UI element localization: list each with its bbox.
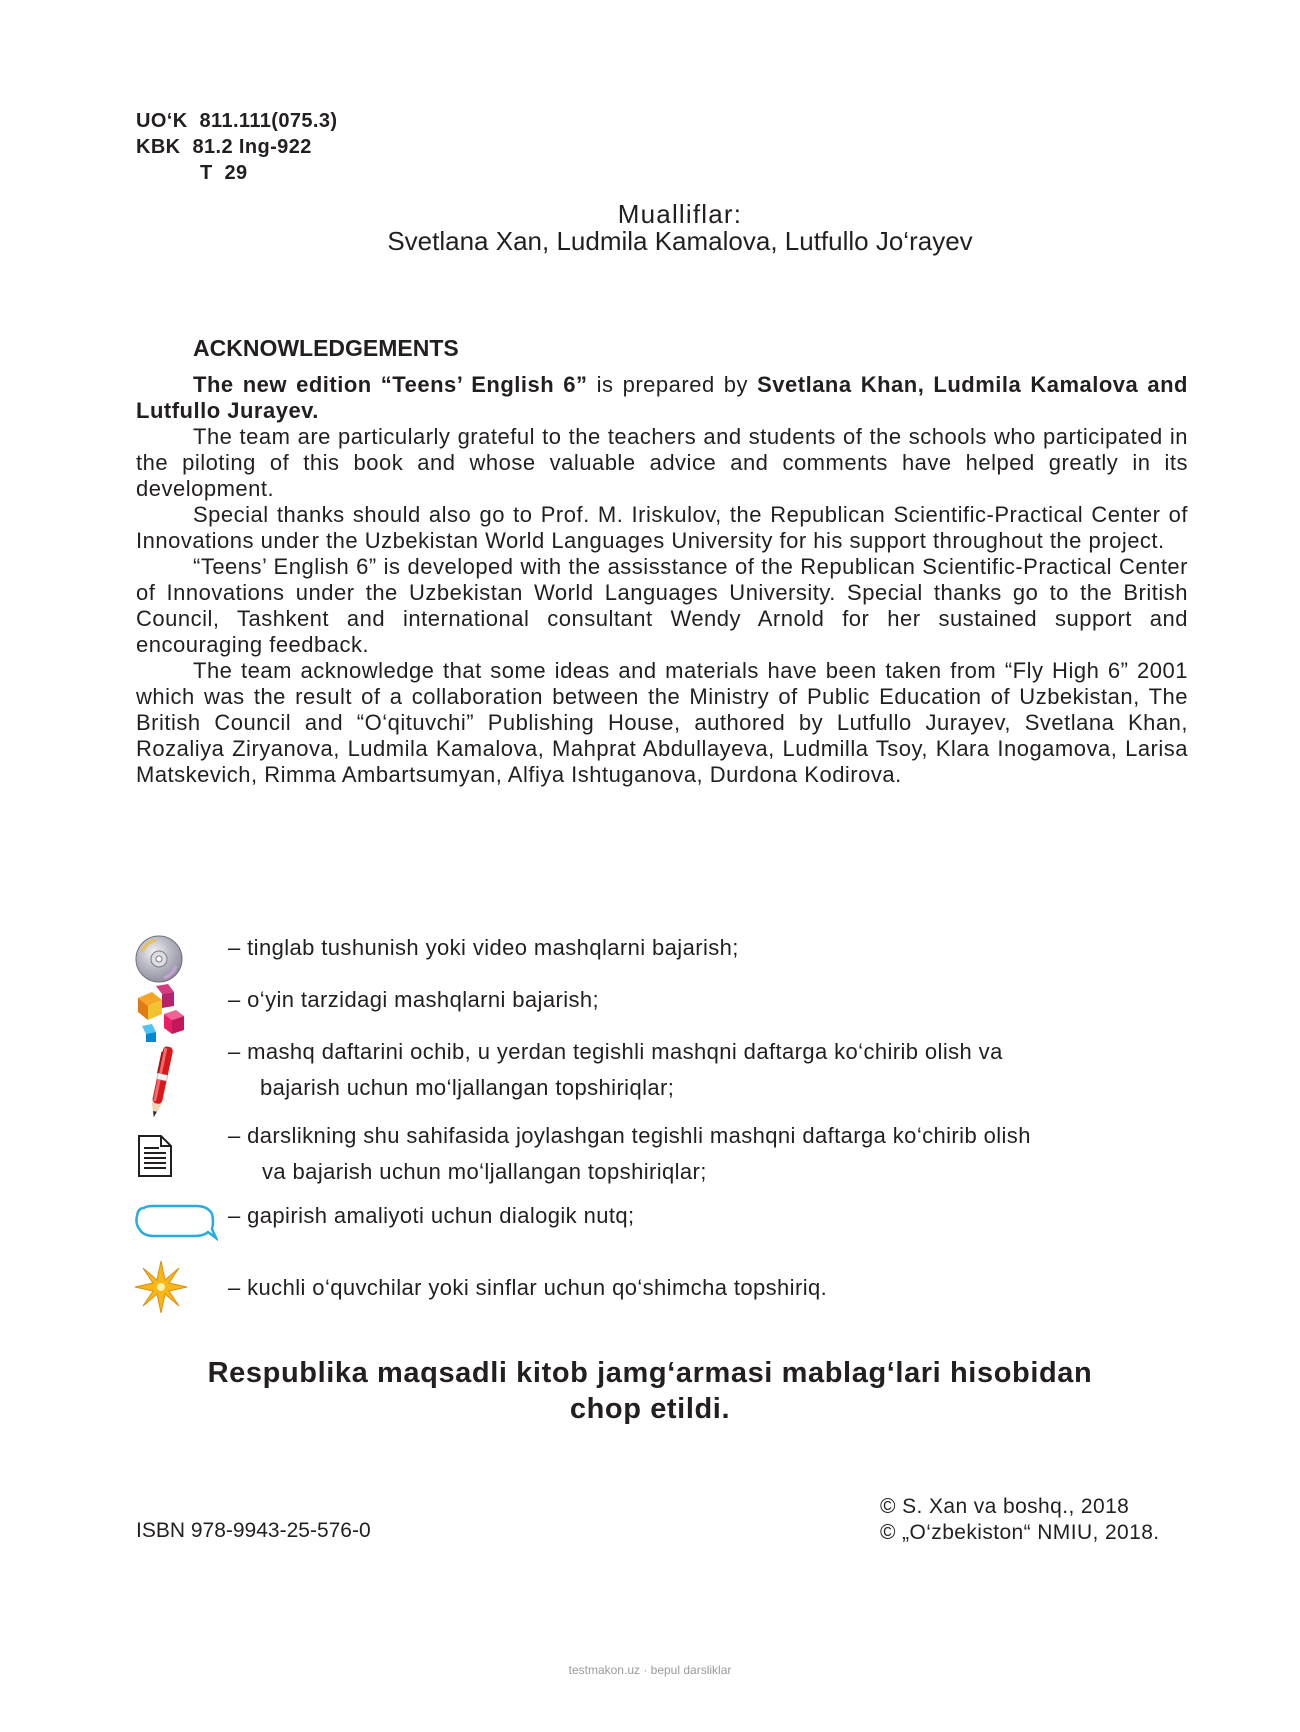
uok-code: UO‘K 811.111(075.3): [136, 110, 338, 132]
legend-text-speaking: – gapirish amaliyoti uchun dialogik nutq;: [228, 1203, 635, 1228]
legend-text-listening: – tinglab tushunish yoki video mashqlarni bajarish;: [228, 935, 739, 960]
acknowledgements-title: ACKNOWLEDGEMENTS: [193, 335, 459, 361]
copyright-line-1: © S. Xan va boshq., 2018: [880, 1495, 1130, 1518]
cd-icon: [134, 934, 184, 989]
star-icon: [134, 1260, 188, 1319]
copyright: [880, 1494, 1160, 1546]
isbn: ISBN 978-9943-25-576-0: [136, 1519, 371, 1542]
ack-prepared-by: is prepared by: [587, 372, 758, 397]
ack-paragraph-5: The team acknowledge that some ideas and materials have been taken from “Fly High 6” 2001 which was the result of a collaboration between the Ministry of Public Education of Uzbekistan, The British Council and “O‘qituvchi” Publishing House, authored by Lutfullo Jurayev, Svetlana Khan, Rozaliya Ziryanova, Ludmila Kamalova, Mahprat Abdullayeva, Ludmilla Tsoy, Klara Inogamova, Larisa Matskevich, Rimma Ambartsumyan, Alfiya Ishtuganova, Durdona Kodirova.: [136, 658, 1188, 787]
speech-bubble-icon: [134, 1202, 218, 1249]
classification-codes: [136, 108, 337, 186]
ack-paragraph-3: Special thanks should also go to Prof. M. Iriskulov, the Republican Scientific-Practical Center of Innovations under the Uzbekistan World Languages University for his support throughout the project.: [136, 502, 1188, 553]
kbk-code: KBK 81.2 Ing-922: [136, 136, 312, 158]
legend-text-game: – o‘yin tarzidagi mashqlarni bajarish;: [228, 987, 600, 1012]
acknowledgements-body: [136, 372, 1188, 788]
ack-paragraph-4: “Teens’ English 6” is developed with the assisstance of the Republican Scientific-Practical Center of Innovations under the Uzbekistan World Languages University. Special thanks go to the British Council, Tashkent and international consultant Wendy Arnold for her sustained support and encouraging feedback.: [136, 554, 1188, 657]
copyright-line-2: © „O‘zbekiston“ NMIU, 2018.: [880, 1521, 1160, 1544]
ack-edition-title: The new edition “Teens’ English 6”: [193, 372, 588, 397]
authors-names: Svetlana Xan, Ludmila Kamalova, Lutfullo Jo‘rayev: [387, 226, 973, 256]
ack-paragraph-1: [136, 372, 1188, 424]
footer-watermark: testmakon.uz · bepul darsliklar: [568, 1663, 732, 1677]
ack-paragraph-2: The team are particularly grateful to the teachers and students of the schools who participated in the piloting of this book and whose valuable advice and comments have helped greatly in its development.: [136, 424, 1188, 501]
document-icon: [137, 1134, 173, 1183]
legend-text-textbook: – darslikning shu sahifasida joylashgan tegishli mashqni daftarga ko‘chirib olish va bajarish uchun mo‘ljallangan topshiriqlar;: [228, 1123, 1031, 1184]
authors-label: Mualliflar:: [617, 199, 743, 229]
legend-text-workbook: – mashq daftarini ochib, u yerdan tegishli mashqni daftarga ko‘chirib olish va bajarish uchun mo‘ljallangan topshiriqlar;: [228, 1039, 1003, 1100]
funding-statement: Respublika maqsadli kitob jamg‘armasi mablag‘lari hisobidan chop etildi.: [207, 1357, 1093, 1425]
ack-author-names: Svetlana Khan, Ludmila Kamalova and Lutfullo Jurayev.: [136, 372, 1188, 423]
pen-icon: [146, 1044, 176, 1127]
cubes-icon: [134, 984, 190, 1047]
t-code: T 29: [200, 162, 248, 184]
legend-text-extra: – kuchli o‘quvchilar yoki sinflar uchun qo‘shimcha topshiriq.: [228, 1275, 828, 1300]
